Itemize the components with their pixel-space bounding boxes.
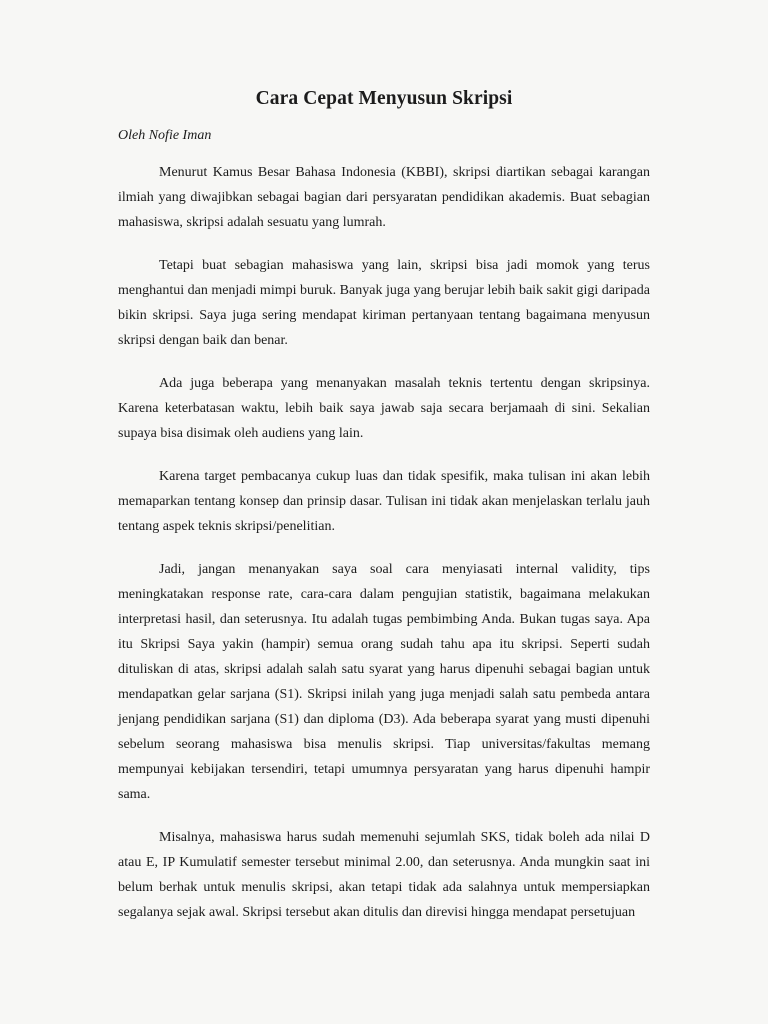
paragraph-4: Karena target pembacanya cukup luas dan tidak spesifik, maka tulisan ini akan lebih memaparkan tentang konsep dan prinsip dasar. Tulisan ini tidak akan menjelaskan terlalu jauh tentang aspek teknis skripsi/penelitian.: [118, 469, 650, 534]
document-author: Oleh Nofie Iman: [118, 128, 212, 143]
paragraph-6: Misalnya, mahasiswa harus sudah memenuhi sejumlah SKS, tidak boleh ada nilai D atau E, IP Kumulatif semester tersebut minimal 2.00, dan seterusnya. Anda mungkin saat ini belum berhak untuk menulis skripsi, akan tetapi tidak ada salahnya untuk mempersiapkan segalanya sejak awal. Skripsi tersebut akan ditulis dan direvisi hingga mendapat persetujuan: [118, 830, 650, 920]
paragraph-1: Menurut Kamus Besar Bahasa Indonesia (KBBI), skripsi diartikan sebagai karangan ilmiah yang diwajibkan sebagai bagian dari persyaratan pendidikan akademis. Buat sebagian mahasiswa, skripsi adalah sesuatu yang lumrah.: [118, 165, 650, 230]
document-title: Cara Cepat Menyusun Skripsi: [255, 88, 513, 109]
paragraph-2: Tetapi buat sebagian mahasiswa yang lain, skripsi bisa jadi momok yang terus menghantui dan menjadi mimpi buruk. Banyak juga yang berujar lebih baik sakit gigi daripada bikin skripsi. Saya juga sering mendapat kiriman pertanyaan tentang bagaimana menyusun skripsi dengan baik dan benar.: [118, 258, 650, 348]
paragraph-5: Jadi, jangan menanyakan saya soal cara menyiasati internal validity, tips meningkatakan response rate, cara-cara dalam pengujian statistik, bagaimana melakukan interpretasi hasil, dan seterusnya. Itu adalah tugas pembimbing Anda. Bukan tugas saya. Apa itu Skripsi Saya yakin (hampir) semua orang sudah tahu apa itu skripsi. Seperti sudah dituliskan di atas, skripsi adalah salah satu syarat yang harus dipenuhi sebagai bagian untuk mendapatkan gelar sarjana (S1). Skripsi inilah yang juga menjadi salah satu pembeda antara jenjang pendidikan sarjana (S1) dan diploma (D3). Ada beberapa syarat yang musti dipenuhi sebelum seorang mahasiswa bisa menulis skripsi. Tiap universitas/fakultas memang mempunyai kebijakan tersendiri, tetapi umumnya persyaratan yang harus dipenuhi hampir sama.: [118, 562, 650, 802]
paragraph-3: Ada juga beberapa yang menanyakan masalah teknis tertentu dengan skripsinya. Karena keterbatasan waktu, lebih baik saya jawab saja secara berjamaah di sini. Sekalian supaya bisa disimak oleh audiens yang lain.: [118, 376, 650, 441]
